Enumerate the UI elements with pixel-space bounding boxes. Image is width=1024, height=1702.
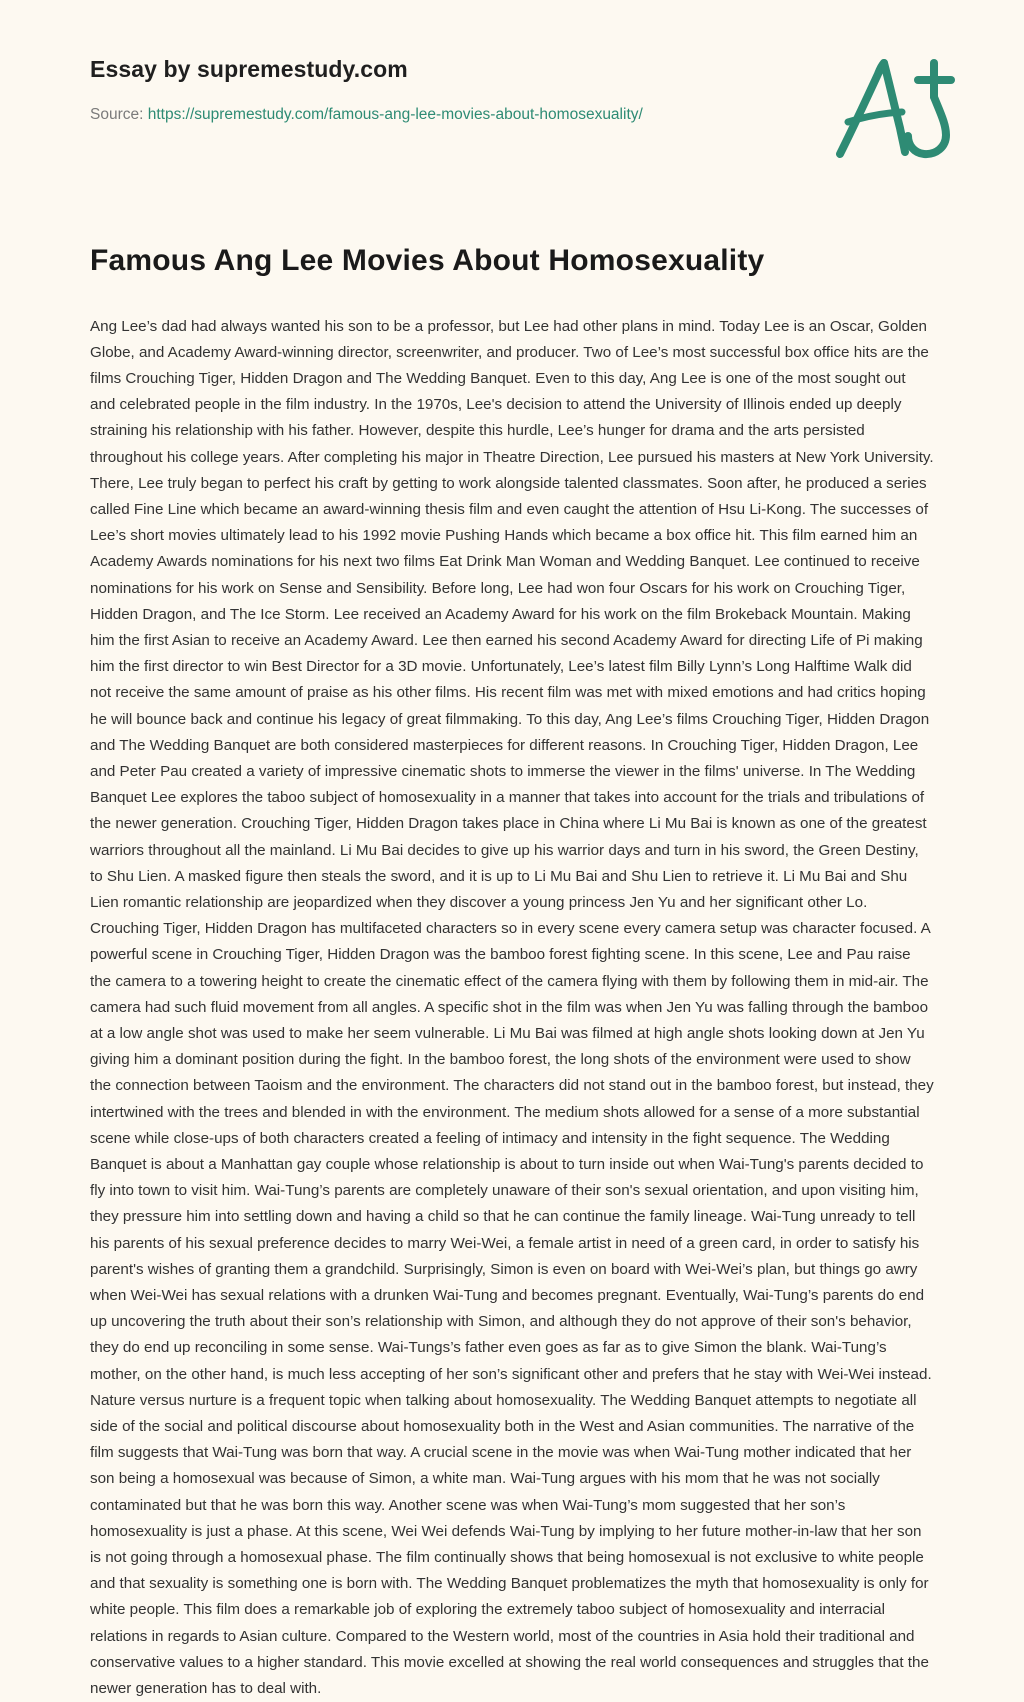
source-url-link[interactable]: https://supremestudy.com/famous-ang-lee-movies-about-homosexuality/: [148, 106, 643, 123]
source-label: Source:: [90, 106, 143, 123]
page-title: Famous Ang Lee Movies About Homosexuality: [90, 242, 934, 280]
document-body: [90, 314, 935, 1702]
essay-byline: Essay by supremestudy.com: [90, 56, 934, 84]
document-header: [0, 0, 1024, 156]
a-plus-logo-icon: [822, 50, 972, 166]
body-paragraph: Ang Lee’s dad had always wanted his son to be a professor, but Lee had other plans in mind. Today Lee is an Oscar, Golden Globe, and Academy Award-winning director, screenwriter, and producer. Two of Lee’s most successful box office hits are the films Crouching Tiger, Hidden Dragon and The Wedding Banquet. Even to this day, Ang Lee is one of the most sought out and celebrated people in the film industry. In the 1970s, Lee's decision to attend the University of Illinois ended up deeply straining his relationship with his father. However, despite this hurdle, Lee’s hunger for drama and the arts persisted throughout his college years. After completing his major in Theatre Direction, Lee pursued his masters at New York University. There, Lee truly began to perfect his craft by getting to work alongside talented classmates. Soon after, he produced a series called Fine Line which became an award-winning thesis film and even caught the attention of Hsu Li-Kong. The successes of Lee’s short movies ultimately lead to his 1992 movie Pushing Hands which became a box office hit. This film earned him an Academy Awards nominations for his next two films Eat Drink Man Woman and Wedding Banquet. Lee continued to receive nominations for his work on Sense and Sensibility. Before long, Lee had won four Oscars for his work on Crouching Tiger, Hidden Dragon, and The Ice Storm. Lee received an Academy Award for his work on the film Brokeback Mountain. Making him the first Asian to receive an Academy Award. Lee then earned his second Academy Award for directing Life of Pi making him the first director to win Best Director for a 3D movie. Unfortunately, Lee’s latest film Billy Lynn’s Long Halftime Walk did not receive the same amount of praise as his other films. His recent film was met with mixed emotions and had critics hoping he will bounce back and continue his legacy of great filmmaking. To this day, Ang Lee’s films Crouching Tiger, Hidden Dragon and The Wedding Banquet are both considered masterpieces for different reasons. In Crouching Tiger, Hidden Dragon, Lee and Peter Pau created a variety of impressive cinematic shots to immerse the viewer in the films' universe. In The Wedding Banquet Lee explores the taboo subject of homosexuality in a manner that takes into account for the trials and tribulations of the newer generation. Crouching Tiger, Hidden Dragon takes place in China where Li Mu Bai is known as one of the greatest warriors throughout all the mainland. Li Mu Bai decides to give up his warrior days and turn in his sword, the Green Destiny, to Shu Lien. A masked figure then steals the sword, and it is up to Li Mu Bai and Shu Lien to retrieve it. Li Mu Bai and Shu Lien romantic relationship are jeopardized when they discover a young princess Jen Yu and her significant other Lo. Crouching Tiger, Hidden Dragon has multifaceted characters so in every scene every camera setup was character focused. A powerful scene in Crouching Tiger, Hidden Dragon was the bamboo forest fighting scene. In this scene, Lee and Pau raise the camera to a towering height to create the cinematic effect of the camera flying with them by following them in mid-air. The camera had such fluid movement from all angles. A specific shot in the film was when Jen Yu was falling through the bamboo at a low angle shot was used to make her seem vulnerable. Li Mu Bai was filmed at high angle shots looking down at Jen Yu giving him a dominant position during the fight. In the bamboo forest, the long shots of the environment were used to show the connection between Taoism and the environment. The characters did not stand out in the bamboo forest, but instead, they intertwined with the trees and blended in with the environment. The medium shots allowed for a sense of a more substantial scene while close-ups of both characters created a feeling of intimacy and intensity in the fight sequence. The Wedding Banquet is about a Manhattan gay couple whose relationship is about to turn inside out when Wai-Tung's parents decided to fly into town to visit him. Wai-Tung’s parents are completely unaware of their son's sexual orientation, and upon visiting him, they pressure him into settling down and having a child so that he can continue the family lineage. Wai-Tung unready to tell his parents of his sexual preference decides to marry Wei-Wei, a female artist in need of a green card, in order to satisfy his parent's wishes of granting them a grandchild. Surprisingly, Simon is even on board with Wei-Wei’s plan, but things go awry when Wei-Wei has sexual relations with a drunken Wai-Tung and becomes pregnant. Eventually, Wai-Tung’s parents do end up uncovering the truth about their son’s relationship with Simon, and although they do not approve of their son's behavior, they do end up reconciling in some sense. Wai-Tungs’s father even goes as far as to give Simon the blank. Wai-Tung’s mother, on the other hand, is much less accepting of her son’s significant other and prefers that he stay with Wei-Wei instead. Nature versus nurture is a frequent topic when talking about homosexuality. The Wedding Banquet attempts to negotiate all side of the social and political discourse about homosexuality both in the West and Asian communities. The narrative of the film suggests that Wai-Tung was born that way. A crucial scene in the movie was when Wai-Tung mother indicated that her son being a homosexual was because of Simon, a white man. Wai-Tung argues with his mom that he was not socially contaminated but that he was born this way. Another scene was when Wai-Tung’s mom suggested that her son’s homosexuality is just a phase. At this scene, Wei Wei defends Wai-Tung by implying to her future mother-in-law that her son is not going through a homosexual phase. The film continually shows that being homosexual is not exclusive to white people and that sexuality is something one is born with. The Wedding Banquet problematizes the myth that homosexuality is only for white people. This film does a remarkable job of exploring the extremely taboo subject of homosexuality and interracial relations in regards to Asian culture. Compared to the Western world, most of the countries in Asia hold their traditional and conservative values to a higher standard. This movie excelled at showing the real world consequences and struggles that the newer generation has to deal with.: [90, 314, 935, 1702]
source-line: [90, 106, 934, 125]
